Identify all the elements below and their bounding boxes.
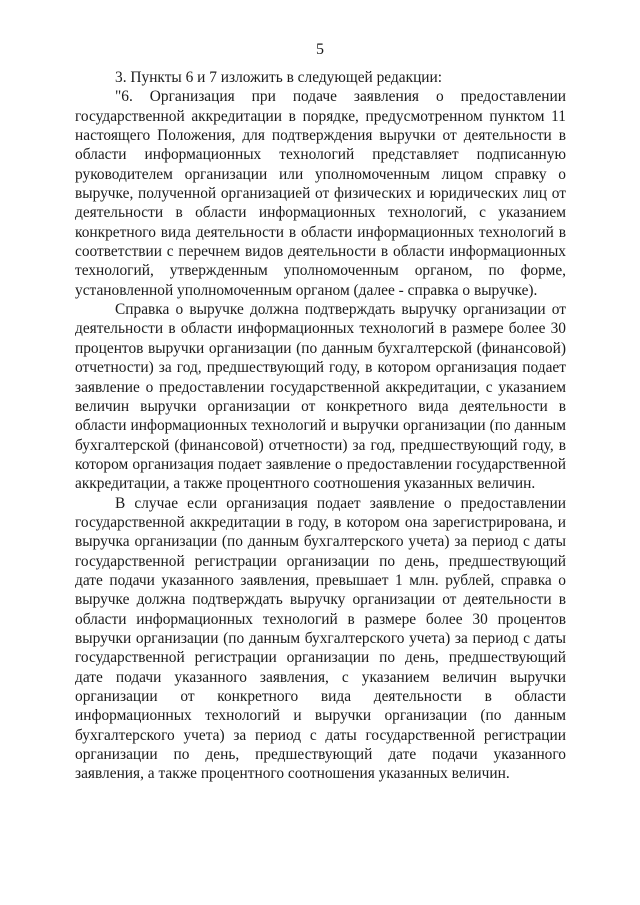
document-body [75,68,566,784]
page-number: 5 [316,41,324,58]
paragraph-amendment-intro: 3. Пункты 6 и 7 изложить в следующей редакции: [115,69,443,86]
paragraph-registration-year-case: В случае если организация подает заявление о предоставлении государственной аккредитации в году, в котором она зарегистрирована, и выручка организации (по данным бухгалтерского учета) за период с даты государственной регистрации организации по день, предшествующий дате подачи указанного заявления, превышает 1 млн. рублей, справка о выручке должна подтверждать выручку организации от деятельности в области информационных технологий в размере более 30 процентов выручки организации (по данным бухгалтерского учета) за период с даты государственной регистрации организации по день, предшествующий дате подачи указанного заявления, с указанием величин выручки организации от конкретного вида деятельности в области информационных технологий и выручки организации (по данным бухгалтерского учета) за период с даты государственной регистрации организации по день, предшествующий дате подачи указанного заявления, а также процентного соотношения указанных величин. [75,494,566,783]
paragraph-clause-6: "6. Организация при подаче заявления о предоставлении государственной аккредитации в порядке, предусмотренном пунктом 11 настоящего Положения, для подтверждения выручки от деятельности в области информационных технологий представляет подписанную руководителем организации или уполномоченным лицом справку о выручке, полученной организацией от физических и юридических лиц от деятельности в области информационных технологий, с указанием конкретного вида деятельности в области информационных технологий в соответствии с перечнем видов деятельности в области информационных технологий, утвержденным уполномоченным органом, по форме, установленной уполномоченным органом (далее - справка о выручке). [75,88,566,299]
paragraph-revenue-certificate: Справка о выручке должна подтверждать выручку организации от деятельности в области информационных технологий в размере более 30 процентов выручки организации (по данным бухгалтерской (финансовой) отчетности) за год, предшествующий году, в котором организация подает заявление о предоставлении государственной аккредитации, с указанием величин выручки организации от конкретного вида деятельности в области информационных технологий и выручки организации (по данным бухгалтерской (финансовой) отчетности) за год, предшествующий году, в котором организация подает заявление о предоставлении государственной аккредитации, а также процентного соотношения указанных величин. [75,301,566,493]
